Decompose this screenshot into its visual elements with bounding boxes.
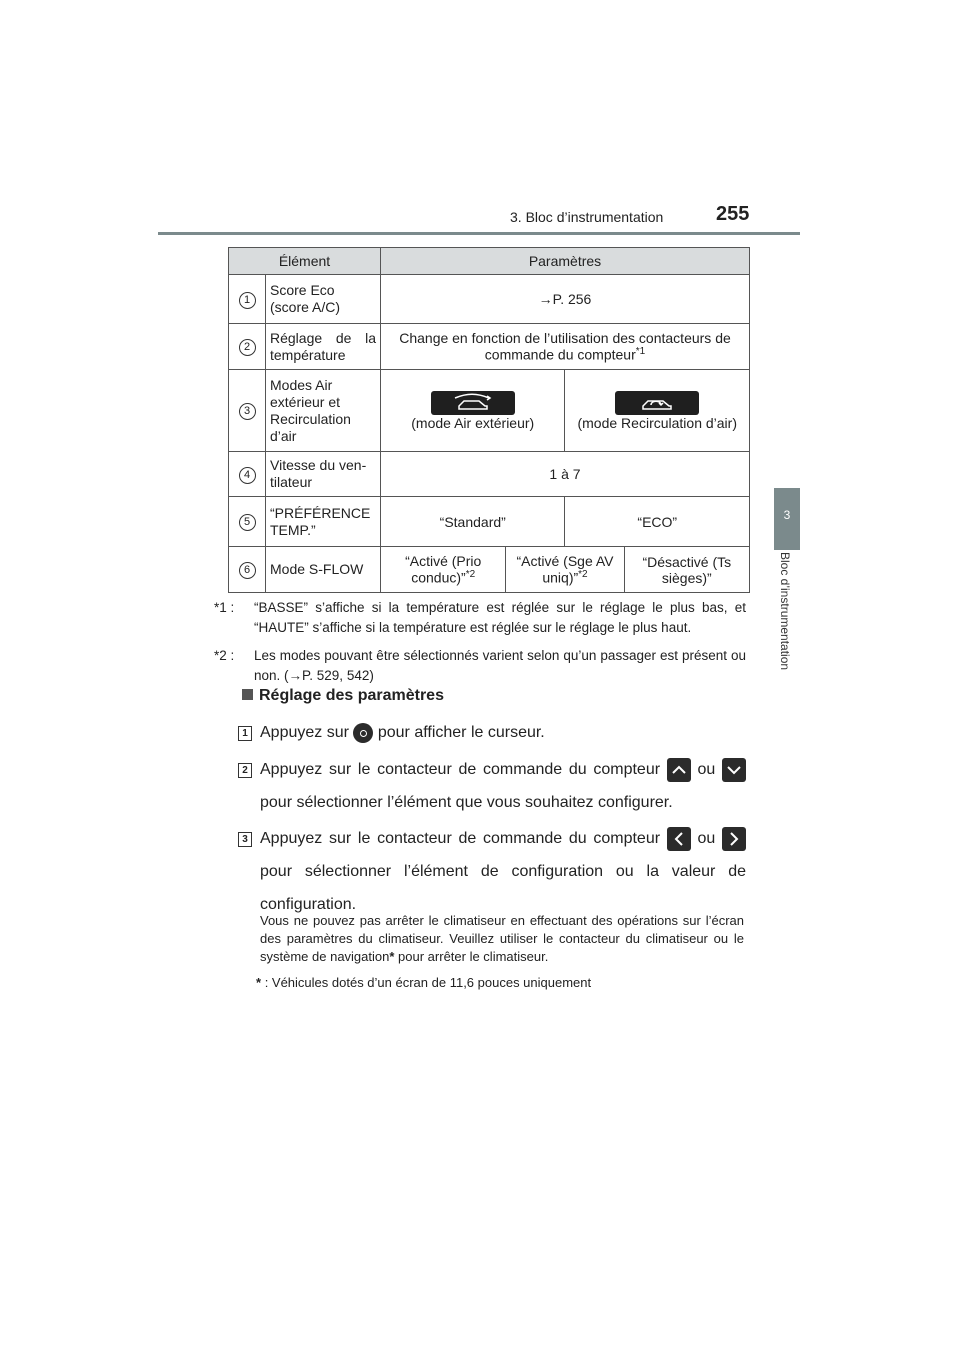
row-number-badge: 4 <box>239 467 256 484</box>
step-text: Appuyez sur pour afficher le curseur. <box>260 724 545 741</box>
table-row <box>229 547 750 593</box>
step-number: 1 <box>238 726 252 741</box>
table-row <box>229 452 750 497</box>
table-row <box>229 324 750 370</box>
footnote-ref: *2 <box>578 569 588 581</box>
option-label: (mode Air extérieur) <box>411 414 535 431</box>
page-number: 255 <box>716 203 750 225</box>
row-option: “Désactivé (Ts sièges)” <box>624 547 749 593</box>
row-number-badge: 6 <box>239 562 256 579</box>
right-arrow-icon <box>722 827 746 851</box>
row-element: Mode S-FLOW <box>266 547 381 593</box>
step-number: 2 <box>238 763 252 778</box>
note-item <box>214 646 746 686</box>
row-element: Vitesse du ven-tilateur <box>266 452 381 497</box>
table-row <box>229 497 750 547</box>
footnote-ref: * <box>389 949 395 964</box>
row-number-badge: 3 <box>239 403 256 420</box>
footnote <box>256 975 591 990</box>
option-label: (mode Recirculation d’air) <box>577 414 737 431</box>
note-text: “BASSE” s’affiche si la température est réglée sur le réglage le plus bas, et “HAUTE” s’affiche si la température est réglée sur le réglage le plus haut. <box>254 600 746 635</box>
row-element: “PRÉFÉRENCE TEMP.” <box>266 497 381 547</box>
chapter-tab-label: Bloc d’instrumentation <box>778 552 792 671</box>
recirculation-mode-icon <box>615 391 699 415</box>
row-option: “Activé (Sge AV uniq)”$^{*2}$ <box>506 547 624 593</box>
row-number-badge: 5 <box>239 514 256 531</box>
row-number-badge: 1 <box>239 292 256 309</box>
down-arrow-icon <box>722 758 746 782</box>
option-outside-air <box>381 370 565 452</box>
square-bullet-icon <box>242 689 253 700</box>
note-mark: *1 : <box>214 600 235 615</box>
row-element: Score Eco (score A/C) <box>266 275 381 324</box>
table-header-element: Élément <box>229 248 381 275</box>
row-element: Réglage de la température <box>266 324 381 370</box>
row-option: “ECO” <box>565 497 750 547</box>
step-text: Appuyez sur le contacteur de commande du compteur ou pour sélectionner l’élément de configuration ou la valeur de configuration. <box>260 822 746 921</box>
ok-button-icon <box>353 723 373 743</box>
row-option: “Standard” <box>381 497 565 547</box>
footnote-text: : Véhicules dotés d’un écran de 11,6 pouces uniquement <box>264 975 592 990</box>
table-header-parameters: Paramètres <box>381 248 750 275</box>
row-element: Modes Air extérieur et Recirculation d’air <box>266 370 381 452</box>
settings-table <box>228 247 750 593</box>
row-value: 1 à 7 <box>381 452 750 497</box>
footnote-ref: *2 <box>465 569 476 581</box>
note-text: Les modes pouvant être sélectionnés varient selon qu’un passager est présent ou non. (→P. 529, 542) <box>254 648 746 683</box>
header-rule <box>158 232 800 235</box>
footnote-ref: *1 <box>635 346 646 358</box>
info-paragraph: Vous ne pouvez pas arrêter le climatiseur en effectuant des opérations sur l’écran des paramètres du climatiseur. Veuillez utiliser le contacteur du climatiseur ou le système de navigation* pour arrêter le climatiseur. <box>260 913 744 964</box>
table-notes <box>214 598 746 694</box>
up-arrow-icon <box>667 758 691 782</box>
row-value: →P. 256 <box>381 275 750 324</box>
table-row <box>229 370 750 452</box>
footnote-mark: * <box>256 975 262 990</box>
note-item <box>214 598 746 638</box>
chapter-tab: 3 <box>774 488 800 550</box>
row-value: Change en fonction de l’utilisation des contacteurs de commande du compteur$^{*1}$ <box>381 324 750 370</box>
row-option: “Activé (Prio conduc)”$^{*2}$ <box>381 547 506 593</box>
table-row <box>229 275 750 324</box>
outside-air-mode-icon <box>431 391 515 415</box>
section-heading: Réglage des paramètres <box>242 687 444 705</box>
note-mark: *2 : <box>214 648 235 663</box>
option-recirculation <box>565 370 750 452</box>
step-text: Appuyez sur le contacteur de commande du compteur ou pour sélectionner l’élément que vous souhaitez configurer. <box>260 753 746 819</box>
row-number-badge: 2 <box>239 339 256 356</box>
step-number: 3 <box>238 832 252 847</box>
header-section-title: 3. Bloc d’instrumentation <box>510 209 664 225</box>
left-arrow-icon <box>667 827 691 851</box>
